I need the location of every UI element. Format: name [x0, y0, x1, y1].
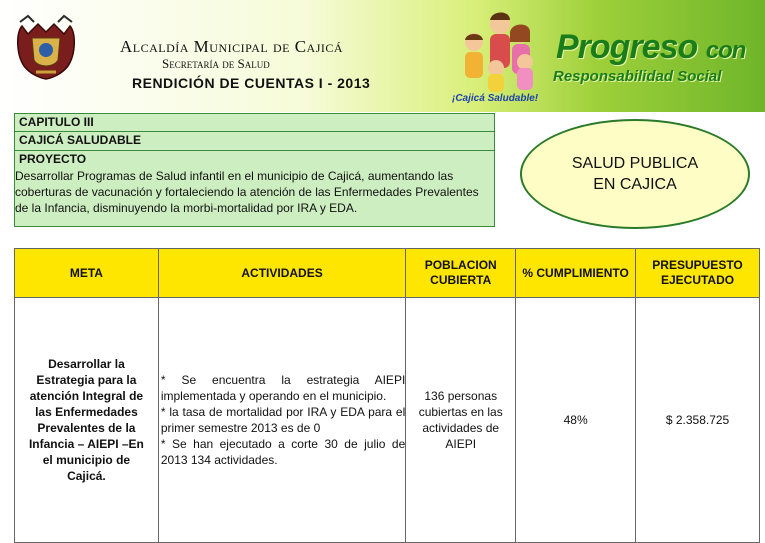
goals-table [14, 248, 760, 543]
col-header-meta: META [15, 249, 159, 298]
slogan-brand [556, 28, 745, 67]
project-description: Desarrollar Programas de Salud infantil en el municipio de Cajicá, aumentando las coberturas de vacunación y fortaleciendo la atención de las Enfermedades Prevalentes de la Infancia, disminuyendo la morbi-mortalidad por IRA y EDA. [15, 169, 479, 215]
slogan-con: con [705, 37, 746, 64]
table-header-row [15, 249, 760, 298]
badge-line1: SALUD PUBLICA [571, 155, 699, 172]
meta-cell: Desarrollar la Estrategia para la atención Integral de las Enfermedades Prevalentes de la Infancia – AIEPI –En el municipio de Cajicá. [15, 298, 159, 543]
coat-of-arms-icon [14, 14, 78, 80]
slogan-subtitle: Responsabilidad Social [553, 68, 722, 85]
population-cell: 136 personas cubiertas en las actividades de AIEPI [406, 298, 516, 543]
report-title: RENDICIÓN DE CUENTAS I - 2013 [132, 75, 371, 91]
badge-line2: EN CAJICA [593, 176, 677, 193]
compliance-cell: 48% [516, 298, 636, 543]
project-box [14, 150, 495, 227]
col-header-poblacion: POBLACION CUBIERTA [406, 249, 516, 298]
col-header-presupuesto: PRESUPUESTO EJECUTADO [636, 249, 760, 298]
activity-item: * la tasa de mortalidad por IRA y EDA para el primer semestre 2013 es de 0 [160, 405, 406, 435]
budget-cell: $ 2.358.725 [636, 298, 760, 543]
activity-item: * Se han ejecutado a corte 30 de julio de 2013 134 actividades. [160, 437, 406, 467]
col-header-actividades: ACTIVIDADES [158, 249, 405, 298]
activities-cell [158, 298, 405, 543]
municipality-title: Alcaldía Municipal de Cajicá [120, 37, 344, 56]
col-header-cumplimiento: % CUMPLIMIENTO [516, 249, 636, 298]
salud-publica-badge [520, 119, 750, 229]
program-label: CAJICÁ SALUDABLE [14, 131, 495, 151]
slogan-main: Progreso [556, 28, 698, 66]
secretariat-title: Secretaría de Salud [162, 56, 270, 71]
project-label: PROYECTO [19, 152, 87, 166]
activity-item: * Se encuentra la estrategia AIEPI implementada y operando en el municipio. [160, 373, 406, 403]
chapter-label: CAPITULO III [14, 113, 495, 132]
campaign-logo-text: ¡Cajicá Saludable! [452, 93, 539, 104]
table-row [15, 298, 760, 543]
